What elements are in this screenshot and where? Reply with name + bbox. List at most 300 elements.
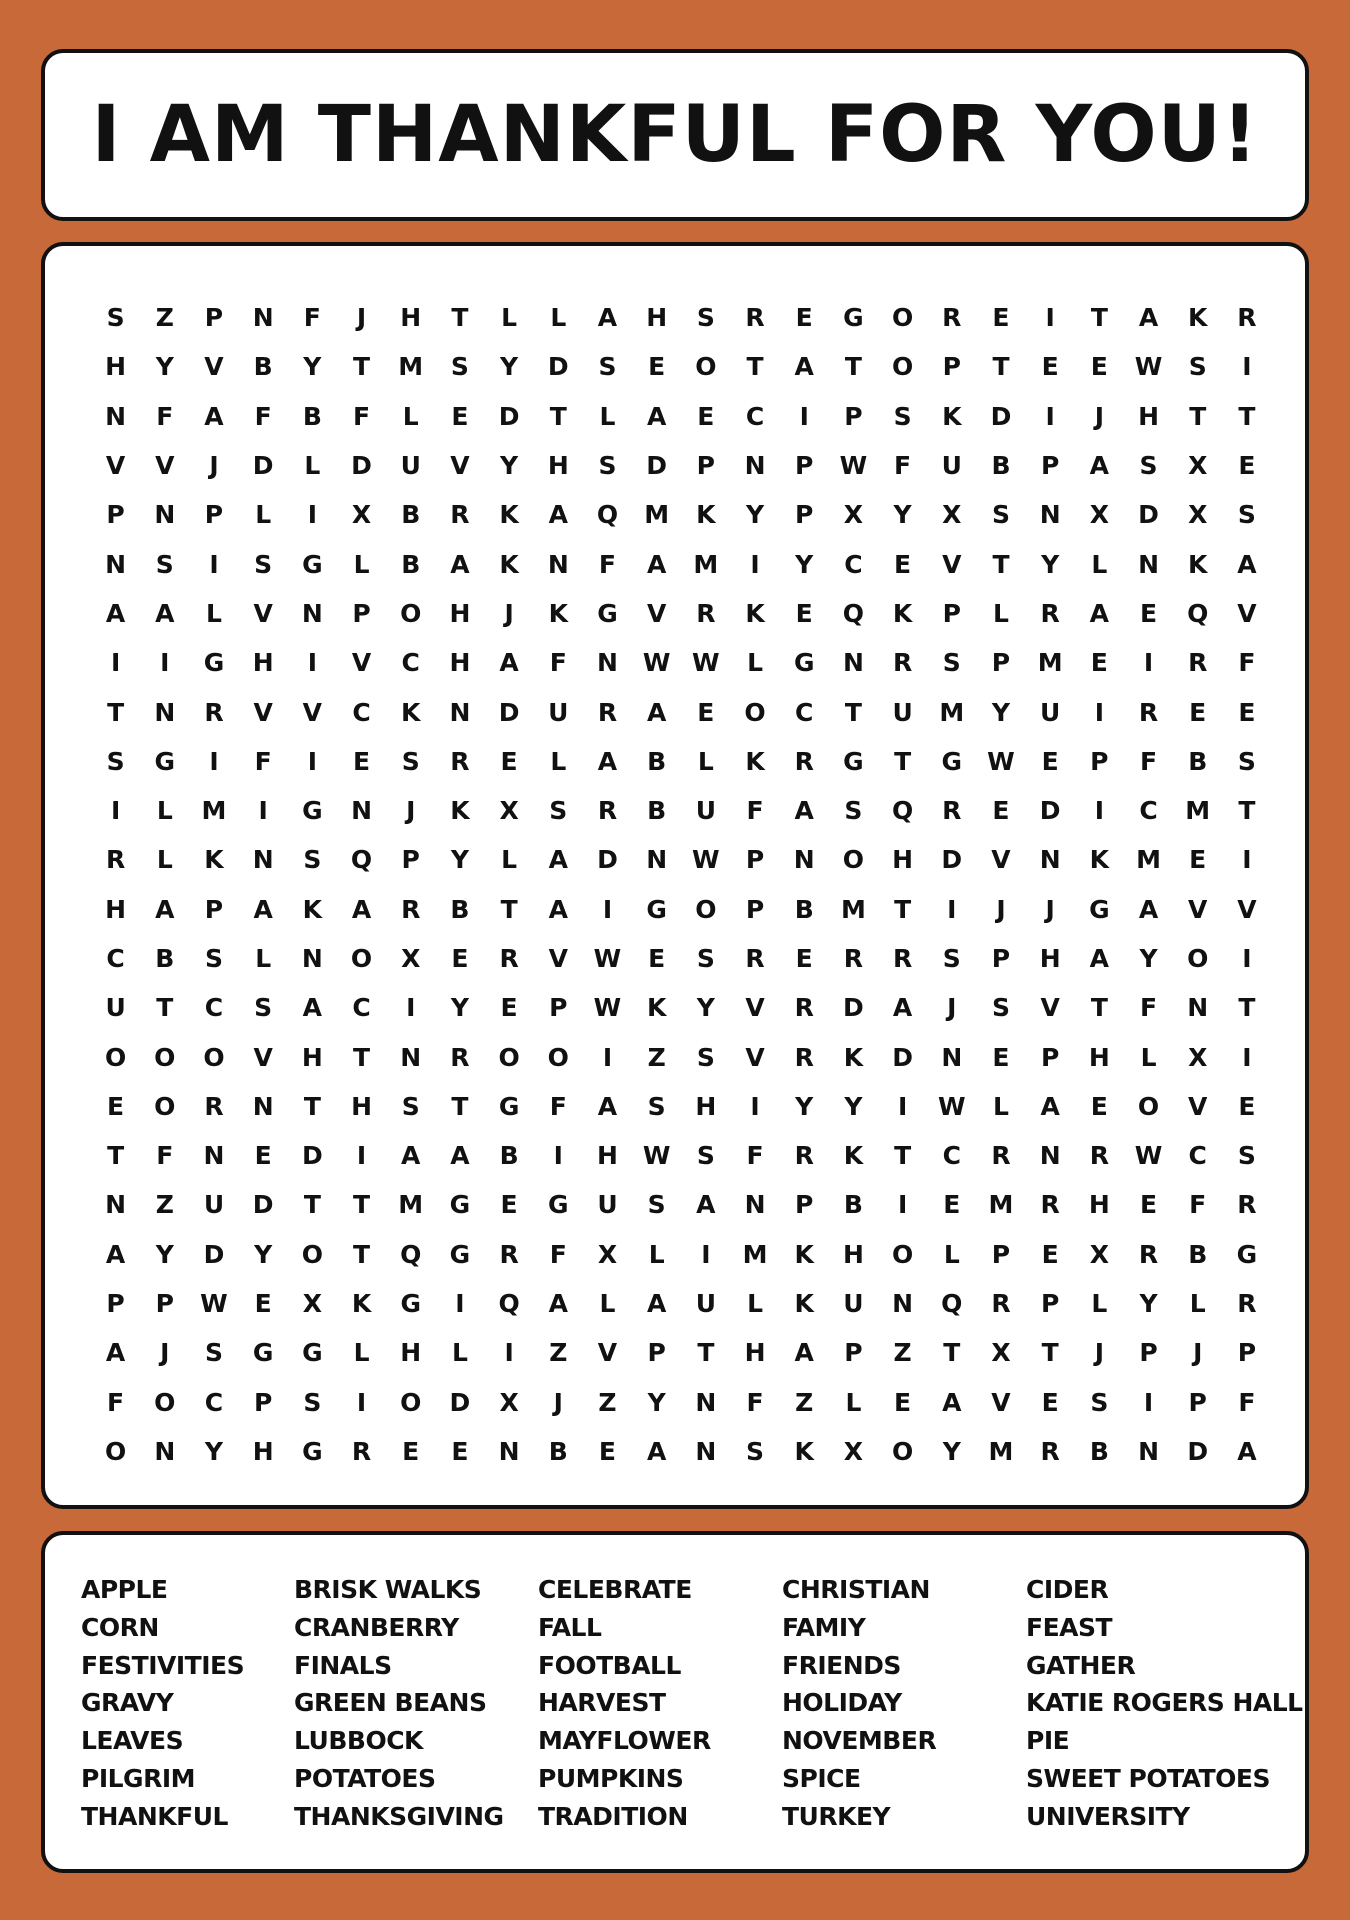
- grid-letter[interactable]: V: [302, 697, 323, 727]
- grid-letter[interactable]: R: [1188, 648, 1208, 678]
- grid-letter[interactable]: L: [993, 598, 1009, 628]
- grid-letter[interactable]: W: [593, 944, 622, 973]
- grid-letter[interactable]: X: [499, 796, 519, 826]
- grid-letter[interactable]: V: [1237, 598, 1257, 628]
- grid-letter[interactable]: E: [943, 1190, 961, 1220]
- grid-letter[interactable]: N: [744, 1190, 766, 1220]
- grid-letter[interactable]: E: [992, 303, 1010, 333]
- grid-letter[interactable]: P: [1188, 1387, 1207, 1417]
- grid-letter[interactable]: E: [1041, 352, 1059, 382]
- grid-letter[interactable]: Y: [942, 1436, 961, 1466]
- grid-letter[interactable]: R: [499, 1239, 519, 1269]
- grid-letter[interactable]: B: [155, 944, 175, 973]
- grid-letter[interactable]: K: [499, 549, 519, 579]
- grid-letter[interactable]: R: [794, 746, 814, 776]
- grid-letter[interactable]: Y: [254, 1239, 273, 1269]
- grid-letter[interactable]: S: [401, 1091, 420, 1121]
- grid-letter[interactable]: A: [351, 894, 372, 924]
- grid-letter[interactable]: L: [845, 1387, 862, 1417]
- grid-letter[interactable]: H: [400, 1338, 422, 1368]
- grid-letter[interactable]: R: [696, 598, 716, 628]
- grid-letter[interactable]: X: [843, 1436, 864, 1466]
- grid-letter[interactable]: B: [1089, 1436, 1109, 1466]
- grid-letter[interactable]: S: [549, 796, 568, 826]
- grid-letter[interactable]: B: [991, 451, 1011, 481]
- grid-letter[interactable]: E: [1041, 1239, 1059, 1269]
- grid-letter[interactable]: I: [209, 746, 219, 776]
- grid-letter[interactable]: V: [1237, 894, 1257, 924]
- grid-letter[interactable]: A: [794, 796, 814, 826]
- grid-letter[interactable]: K: [794, 1239, 814, 1269]
- grid-letter[interactable]: K: [302, 894, 323, 924]
- grid-letter[interactable]: S: [155, 549, 174, 579]
- grid-letter[interactable]: Z: [155, 303, 174, 333]
- grid-letter[interactable]: A: [155, 894, 175, 924]
- grid-letter[interactable]: P: [1139, 1338, 1158, 1368]
- grid-letter[interactable]: O: [400, 1387, 422, 1417]
- grid-letter[interactable]: A: [401, 1141, 421, 1171]
- grid-letter[interactable]: D: [498, 697, 520, 727]
- grid-letter[interactable]: W: [642, 1141, 671, 1171]
- grid-letter[interactable]: R: [204, 1091, 224, 1121]
- grid-letter[interactable]: M: [644, 500, 670, 530]
- grid-letter[interactable]: R: [745, 303, 765, 333]
- grid-letter[interactable]: A: [105, 1239, 126, 1269]
- grid-letter[interactable]: F: [1139, 993, 1158, 1023]
- grid-letter[interactable]: A: [499, 648, 519, 678]
- grid-letter[interactable]: J: [1045, 894, 1055, 924]
- grid-letter[interactable]: A: [597, 303, 618, 333]
- grid-letter[interactable]: N: [400, 1042, 422, 1072]
- grid-letter[interactable]: R: [105, 845, 126, 875]
- grid-letter[interactable]: W: [1134, 352, 1163, 382]
- grid-letter[interactable]: B: [253, 352, 273, 382]
- grid-letter[interactable]: I: [1242, 1042, 1252, 1072]
- grid-letter[interactable]: V: [351, 648, 372, 678]
- grid-letter[interactable]: E: [894, 1387, 912, 1417]
- grid-letter[interactable]: W: [200, 1289, 228, 1319]
- grid-letter[interactable]: U: [105, 993, 126, 1023]
- grid-letter[interactable]: O: [891, 1436, 914, 1466]
- grid-letter[interactable]: S: [696, 1042, 715, 1072]
- grid-letter[interactable]: A: [105, 598, 126, 628]
- grid-letter[interactable]: Q: [891, 796, 914, 826]
- grid-letter[interactable]: R: [1138, 697, 1159, 727]
- grid-letter[interactable]: P: [1040, 1042, 1060, 1072]
- grid-letter[interactable]: F: [254, 401, 272, 431]
- grid-letter[interactable]: X: [1089, 1239, 1109, 1269]
- grid-letter[interactable]: Y: [500, 352, 519, 382]
- grid-letter[interactable]: E: [1189, 845, 1207, 875]
- grid-letter[interactable]: R: [1237, 303, 1257, 333]
- grid-letter[interactable]: N: [744, 451, 766, 481]
- grid-letter[interactable]: G: [203, 648, 225, 678]
- grid-letter[interactable]: J: [1193, 1338, 1203, 1368]
- grid-letter[interactable]: R: [450, 1042, 470, 1072]
- grid-letter[interactable]: M: [1037, 648, 1063, 678]
- grid-letter[interactable]: G: [154, 746, 176, 776]
- grid-letter[interactable]: W: [692, 845, 720, 875]
- grid-letter[interactable]: V: [745, 993, 765, 1023]
- grid-letter[interactable]: T: [992, 352, 1010, 382]
- grid-letter[interactable]: S: [204, 944, 223, 973]
- grid-letter[interactable]: S: [1237, 1141, 1256, 1171]
- grid-letter[interactable]: N: [1138, 549, 1159, 579]
- grid-letter[interactable]: H: [1088, 1042, 1110, 1072]
- grid-letter[interactable]: F: [303, 303, 321, 333]
- grid-letter[interactable]: P: [204, 894, 224, 924]
- grid-letter[interactable]: S: [1237, 746, 1256, 776]
- grid-letter[interactable]: E: [1090, 648, 1108, 678]
- grid-letter[interactable]: K: [745, 598, 765, 628]
- grid-letter[interactable]: E: [992, 796, 1010, 826]
- grid-letter[interactable]: K: [843, 1141, 864, 1171]
- grid-letter[interactable]: N: [154, 1436, 176, 1466]
- grid-letter[interactable]: T: [353, 1239, 371, 1269]
- grid-letter[interactable]: N: [203, 1141, 225, 1171]
- grid-letter[interactable]: L: [206, 598, 222, 628]
- grid-letter[interactable]: Q: [400, 1239, 422, 1269]
- grid-letter[interactable]: O: [1187, 944, 1209, 973]
- grid-letter[interactable]: L: [451, 1338, 468, 1368]
- grid-letter[interactable]: G: [302, 1436, 323, 1466]
- grid-letter[interactable]: A: [1237, 1436, 1257, 1466]
- grid-letter[interactable]: W: [937, 1091, 966, 1121]
- grid-letter[interactable]: G: [449, 1190, 471, 1220]
- grid-letter[interactable]: S: [647, 1091, 666, 1121]
- grid-letter[interactable]: I: [110, 796, 121, 826]
- grid-letter[interactable]: N: [105, 549, 127, 579]
- grid-letter[interactable]: S: [844, 796, 863, 826]
- grid-letter[interactable]: R: [1237, 1289, 1257, 1319]
- grid-letter[interactable]: A: [302, 993, 323, 1023]
- grid-letter[interactable]: R: [942, 796, 962, 826]
- grid-letter[interactable]: V: [1040, 993, 1060, 1023]
- grid-letter[interactable]: W: [839, 451, 868, 481]
- grid-letter[interactable]: I: [406, 993, 416, 1023]
- grid-letter[interactable]: Y: [1041, 549, 1060, 579]
- grid-letter[interactable]: R: [794, 993, 814, 1023]
- grid-letter[interactable]: E: [894, 549, 912, 579]
- grid-letter[interactable]: X: [351, 500, 372, 530]
- grid-letter[interactable]: K: [794, 1436, 814, 1466]
- grid-letter[interactable]: H: [1039, 944, 1061, 973]
- grid-letter[interactable]: R: [597, 796, 618, 826]
- grid-letter[interactable]: R: [351, 1436, 372, 1466]
- grid-letter[interactable]: T: [451, 1091, 469, 1121]
- grid-letter[interactable]: E: [1238, 1091, 1256, 1121]
- grid-letter[interactable]: E: [648, 352, 666, 382]
- grid-letter[interactable]: V: [204, 352, 224, 382]
- grid-letter[interactable]: F: [746, 796, 764, 826]
- grid-letter[interactable]: A: [646, 549, 667, 579]
- grid-letter[interactable]: R: [892, 944, 913, 973]
- grid-letter[interactable]: E: [107, 1091, 125, 1121]
- grid-letter[interactable]: N: [695, 1387, 717, 1417]
- grid-letter[interactable]: G: [1089, 894, 1110, 924]
- grid-letter[interactable]: O: [695, 352, 717, 382]
- grid-letter[interactable]: P: [991, 648, 1011, 678]
- grid-letter[interactable]: C: [204, 993, 224, 1023]
- grid-letter[interactable]: W: [987, 746, 1015, 776]
- grid-letter[interactable]: Y: [696, 993, 715, 1023]
- grid-letter[interactable]: V: [991, 845, 1011, 875]
- grid-letter[interactable]: G: [597, 598, 618, 628]
- grid-letter[interactable]: Z: [549, 1338, 568, 1368]
- grid-letter[interactable]: I: [356, 1387, 367, 1417]
- grid-letter[interactable]: P: [204, 303, 224, 333]
- grid-letter[interactable]: S: [106, 746, 125, 776]
- grid-letter[interactable]: N: [301, 944, 323, 973]
- grid-letter[interactable]: L: [156, 845, 173, 875]
- grid-letter[interactable]: K: [745, 746, 765, 776]
- grid-letter[interactable]: K: [351, 1289, 372, 1319]
- grid-letter[interactable]: V: [1188, 894, 1208, 924]
- grid-letter[interactable]: I: [209, 549, 219, 579]
- grid-letter[interactable]: G: [843, 303, 864, 333]
- grid-letter[interactable]: J: [1094, 401, 1104, 431]
- grid-letter[interactable]: F: [1238, 1387, 1256, 1417]
- grid-letter[interactable]: C: [745, 401, 765, 431]
- grid-letter[interactable]: S: [204, 1338, 223, 1368]
- grid-letter[interactable]: Y: [155, 352, 174, 382]
- grid-letter[interactable]: O: [350, 944, 373, 973]
- grid-letter[interactable]: I: [160, 648, 170, 678]
- grid-letter[interactable]: L: [1189, 1289, 1206, 1319]
- grid-letter[interactable]: D: [843, 993, 864, 1023]
- grid-letter[interactable]: G: [548, 1190, 569, 1220]
- grid-letter[interactable]: A: [450, 549, 470, 579]
- grid-letter[interactable]: N: [1039, 845, 1061, 875]
- grid-letter[interactable]: N: [1039, 1141, 1061, 1171]
- grid-letter[interactable]: V: [253, 1042, 273, 1072]
- grid-letter[interactable]: S: [303, 1387, 322, 1417]
- grid-letter[interactable]: V: [745, 1042, 765, 1072]
- grid-letter[interactable]: X: [499, 1387, 519, 1417]
- grid-letter[interactable]: Q: [941, 1289, 963, 1319]
- grid-letter[interactable]: I: [799, 401, 809, 431]
- grid-letter[interactable]: A: [1138, 303, 1159, 333]
- grid-letter[interactable]: C: [352, 697, 371, 727]
- grid-letter[interactable]: I: [897, 1091, 908, 1121]
- grid-letter[interactable]: N: [105, 1190, 127, 1220]
- grid-letter[interactable]: T: [353, 1042, 371, 1072]
- grid-letter[interactable]: X: [843, 500, 864, 530]
- grid-letter[interactable]: O: [744, 697, 766, 727]
- grid-letter[interactable]: U: [695, 1289, 716, 1319]
- grid-letter[interactable]: G: [1236, 1239, 1258, 1269]
- grid-letter[interactable]: E: [1090, 352, 1108, 382]
- grid-letter[interactable]: T: [451, 303, 469, 333]
- grid-letter[interactable]: L: [501, 845, 518, 875]
- grid-letter[interactable]: S: [1090, 1387, 1109, 1417]
- grid-letter[interactable]: B: [1188, 1239, 1208, 1269]
- grid-letter[interactable]: Y: [745, 500, 765, 530]
- grid-letter[interactable]: I: [602, 894, 613, 924]
- grid-letter[interactable]: A: [942, 1387, 962, 1417]
- grid-letter[interactable]: B: [499, 1141, 519, 1171]
- grid-letter[interactable]: R: [1138, 1239, 1159, 1269]
- grid-letter[interactable]: C: [795, 697, 814, 727]
- grid-letter[interactable]: B: [794, 894, 814, 924]
- grid-letter[interactable]: Q: [350, 845, 373, 875]
- grid-letter[interactable]: N: [301, 598, 323, 628]
- grid-letter[interactable]: T: [844, 352, 862, 382]
- grid-letter[interactable]: E: [795, 944, 813, 973]
- grid-letter[interactable]: M: [398, 1190, 424, 1220]
- grid-letter[interactable]: Y: [303, 352, 322, 382]
- grid-letter[interactable]: Y: [795, 549, 814, 579]
- grid-letter[interactable]: P: [844, 1338, 863, 1368]
- grid-letter[interactable]: J: [553, 1387, 563, 1417]
- grid-letter[interactable]: L: [353, 1338, 370, 1368]
- grid-letter[interactable]: H: [449, 648, 471, 678]
- grid-letter[interactable]: L: [1091, 1289, 1108, 1319]
- grid-letter[interactable]: F: [549, 648, 567, 678]
- grid-letter[interactable]: M: [398, 352, 424, 382]
- grid-letter[interactable]: P: [204, 500, 224, 530]
- grid-letter[interactable]: R: [794, 1141, 814, 1171]
- grid-letter[interactable]: E: [451, 1436, 469, 1466]
- grid-letter[interactable]: L: [402, 401, 419, 431]
- grid-letter[interactable]: A: [105, 1338, 126, 1368]
- grid-letter[interactable]: R: [1237, 1190, 1257, 1220]
- grid-letter[interactable]: J: [947, 993, 957, 1023]
- grid-letter[interactable]: J: [356, 303, 367, 333]
- grid-letter[interactable]: C: [942, 1141, 961, 1171]
- grid-letter[interactable]: T: [107, 1141, 125, 1171]
- grid-letter[interactable]: O: [203, 1042, 225, 1072]
- grid-letter[interactable]: Q: [1187, 598, 1209, 628]
- grid-letter[interactable]: U: [1040, 697, 1061, 727]
- grid-letter[interactable]: B: [647, 746, 667, 776]
- grid-letter[interactable]: N: [695, 1436, 717, 1466]
- grid-letter[interactable]: K: [942, 401, 962, 431]
- grid-letter[interactable]: S: [303, 845, 322, 875]
- grid-letter[interactable]: T: [1041, 1338, 1059, 1368]
- grid-letter[interactable]: K: [1188, 549, 1208, 579]
- grid-letter[interactable]: A: [892, 993, 913, 1023]
- grid-letter[interactable]: Y: [893, 500, 912, 530]
- grid-letter[interactable]: Y: [204, 1436, 224, 1466]
- grid-letter[interactable]: Y: [1139, 1289, 1158, 1319]
- grid-letter[interactable]: U: [203, 1190, 225, 1220]
- grid-letter[interactable]: M: [988, 1436, 1014, 1466]
- grid-letter[interactable]: D: [1187, 1436, 1209, 1466]
- grid-letter[interactable]: Y: [647, 1387, 666, 1417]
- grid-letter[interactable]: H: [301, 1042, 323, 1072]
- grid-letter[interactable]: U: [548, 697, 569, 727]
- grid-letter[interactable]: N: [154, 500, 176, 530]
- grid-letter[interactable]: P: [696, 451, 715, 481]
- grid-letter[interactable]: E: [1238, 697, 1256, 727]
- grid-letter[interactable]: I: [1045, 303, 1055, 333]
- grid-letter[interactable]: V: [646, 598, 667, 628]
- grid-letter[interactable]: I: [1242, 352, 1252, 382]
- grid-letter[interactable]: D: [1138, 500, 1159, 530]
- grid-letter[interactable]: A: [450, 1141, 470, 1171]
- grid-letter[interactable]: G: [400, 1289, 421, 1319]
- grid-letter[interactable]: N: [449, 697, 471, 727]
- grid-letter[interactable]: S: [450, 352, 469, 382]
- grid-letter[interactable]: N: [252, 303, 274, 333]
- grid-letter[interactable]: H: [695, 1091, 717, 1121]
- grid-letter[interactable]: A: [1089, 944, 1110, 973]
- grid-letter[interactable]: T: [992, 549, 1010, 579]
- grid-letter[interactable]: N: [892, 1289, 914, 1319]
- grid-letter[interactable]: R: [991, 1141, 1011, 1171]
- grid-letter[interactable]: Z: [155, 1190, 174, 1220]
- grid-letter[interactable]: O: [842, 845, 865, 875]
- grid-letter[interactable]: K: [204, 845, 224, 875]
- grid-letter[interactable]: K: [450, 796, 470, 826]
- grid-letter[interactable]: I: [307, 746, 317, 776]
- grid-letter[interactable]: P: [795, 500, 814, 530]
- grid-letter[interactable]: H: [105, 894, 127, 924]
- grid-letter[interactable]: R: [1040, 1190, 1060, 1220]
- grid-letter[interactable]: Z: [647, 1042, 666, 1072]
- grid-letter[interactable]: X: [1188, 451, 1208, 481]
- grid-letter[interactable]: Z: [598, 1387, 617, 1417]
- grid-letter[interactable]: H: [1138, 401, 1159, 431]
- grid-letter[interactable]: G: [646, 894, 667, 924]
- grid-letter[interactable]: E: [992, 1042, 1010, 1072]
- grid-letter[interactable]: E: [1041, 1387, 1059, 1417]
- grid-letter[interactable]: N: [547, 549, 569, 579]
- grid-letter[interactable]: I: [750, 549, 760, 579]
- grid-letter[interactable]: P: [844, 401, 863, 431]
- grid-letter[interactable]: I: [307, 648, 317, 678]
- grid-letter[interactable]: I: [356, 1141, 367, 1171]
- grid-letter[interactable]: C: [204, 1387, 224, 1417]
- grid-letter[interactable]: I: [553, 1141, 563, 1171]
- grid-letter[interactable]: T: [353, 352, 371, 382]
- grid-letter[interactable]: I: [455, 1289, 465, 1319]
- grid-letter[interactable]: R: [1040, 598, 1060, 628]
- grid-letter[interactable]: S: [106, 303, 125, 333]
- grid-letter[interactable]: S: [942, 944, 961, 973]
- grid-letter[interactable]: L: [1140, 1042, 1157, 1072]
- grid-letter[interactable]: P: [253, 1387, 273, 1417]
- grid-letter[interactable]: S: [1188, 352, 1207, 382]
- grid-letter[interactable]: D: [990, 401, 1012, 431]
- grid-letter[interactable]: R: [892, 648, 913, 678]
- grid-letter[interactable]: I: [602, 1042, 613, 1072]
- grid-letter[interactable]: R: [843, 944, 864, 973]
- grid-letter[interactable]: I: [947, 894, 957, 924]
- grid-letter[interactable]: T: [894, 746, 912, 776]
- grid-letter[interactable]: O: [301, 1239, 323, 1269]
- grid-letter[interactable]: B: [647, 796, 667, 826]
- grid-letter[interactable]: O: [498, 1042, 520, 1072]
- grid-letter[interactable]: O: [1137, 1091, 1160, 1121]
- grid-letter[interactable]: T: [1090, 303, 1108, 333]
- grid-letter[interactable]: F: [746, 1141, 764, 1171]
- grid-letter[interactable]: T: [353, 1190, 371, 1220]
- grid-letter[interactable]: E: [1041, 746, 1059, 776]
- grid-letter[interactable]: A: [597, 1091, 618, 1121]
- grid-letter[interactable]: D: [449, 1387, 471, 1417]
- grid-letter[interactable]: S: [598, 352, 617, 382]
- grid-letter[interactable]: Y: [795, 1091, 814, 1121]
- grid-letter[interactable]: T: [943, 1338, 961, 1368]
- grid-letter[interactable]: R: [450, 746, 470, 776]
- grid-letter[interactable]: N: [1138, 1436, 1159, 1466]
- grid-letter[interactable]: A: [548, 1289, 568, 1319]
- grid-letter[interactable]: C: [106, 944, 125, 973]
- grid-letter[interactable]: T: [1238, 796, 1256, 826]
- grid-letter[interactable]: N: [646, 845, 668, 875]
